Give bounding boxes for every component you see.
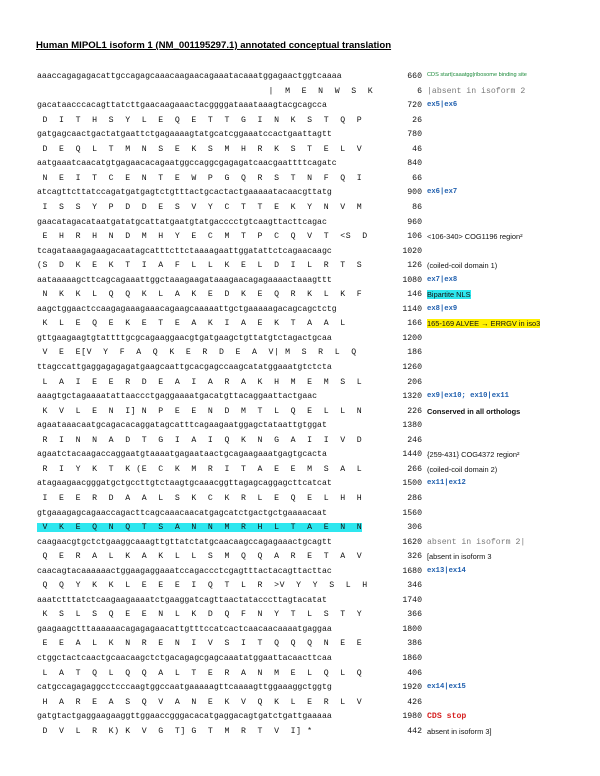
nucleotide-sequence: aatgaaatcaacatgtgagaacacagaatggccaggcgagagatcaacgaattttcagatc [37, 159, 337, 169]
annotation: ex11|ex12 [427, 479, 466, 488]
nucleotide-sequence: atcagttcttatccagatgatgagtctgtttactgcactactgaaaaatacaacgttatg [37, 188, 332, 198]
nucleotide-sequence: agaatctacaagaccaggaatgtaaaatgagaataactgcagaagaaatgagtgcacta [37, 450, 327, 460]
position-number: 780 [407, 130, 422, 140]
protein-sequence: L A T Q L Q Q A L T E R A N M E L Q L Q [37, 668, 363, 678]
protein-sequence: R I Y K T K (E C K M R I T A E E M S A L [37, 464, 363, 474]
position-number: 1080 [402, 275, 422, 285]
position-number: 386 [407, 639, 422, 649]
position-number: 6 [417, 86, 422, 96]
annotation: (coiled-coil domain 1) [427, 261, 498, 271]
protein-sequence: I S S Y P D D E S V Y C T T E K Y N V M [37, 202, 363, 212]
protein-sequence: D V L R K) K V G T] G T M R T V I] * [37, 726, 313, 736]
nucleotide-sequence: caacagtacaaaaaactggaagaggaaatccagaccctcgagtttactacagttacttac [37, 566, 332, 576]
position-number: 1860 [402, 654, 422, 663]
position-number: 46 [412, 144, 422, 154]
protein-sequence: H A R E A S Q V A N E K V Q K L E R L V [37, 697, 363, 707]
annotation: Conserved in all orthologs [427, 406, 521, 416]
annotation: [absent in isoform 3 [427, 552, 492, 562]
nucleotide-sequence: atagaagaacgggatgctgccttgtctaagtgcaaacggttagagcaggagcttcatcat [37, 479, 332, 489]
nucleotide-sequence: aagctggaactccaagagaaagaaacagaagcaaaaattgctgaaaaagacagcagctctg [37, 304, 337, 314]
protein-sequence: K S L S Q E E N L K D Q F N Y T L S T Y [37, 610, 363, 620]
nucleotide-sequence: ctggctactcaactgcaacaagctctgacagagcgagcaaatatggaattacaacttcaa [37, 654, 332, 663]
position-number: 1380 [402, 421, 422, 431]
protein-sequence: R I N N A D T G I A I Q K N G A I I V D [37, 435, 363, 445]
position-number: 426 [407, 697, 422, 707]
position-number: 86 [412, 202, 422, 212]
position-number: 286 [407, 493, 422, 503]
position-number: 1620 [402, 537, 422, 547]
position-number: 66 [412, 173, 422, 183]
protein-sequence: V K E Q N Q T S A N N M R H L T A E N N [37, 523, 363, 533]
annotation: (coiled-coil domain 2) [427, 464, 498, 474]
position-number: 1680 [402, 566, 422, 576]
nucleotide-sequence: aaagtgctagaaaatattaaccctgaggaaaatgacatgttacaggaattactgaac [37, 392, 318, 402]
annotation: ex6|ex7 [427, 188, 458, 197]
nucleotide-sequence: ttagccattgaggagagagatgaagcaattgcacgagccaagcatatggaaatgtctcta [37, 363, 332, 372]
annotation: ex7|ex8 [427, 275, 458, 284]
position-number: 206 [407, 377, 422, 387]
protein-sequence: | M E N W S K [37, 86, 374, 96]
position-number: 960 [407, 217, 422, 227]
position-number: 1500 [402, 479, 422, 489]
annotation: CDS start|caaatgg|ribosome binding site [427, 72, 527, 78]
protein-sequence: K L E Q E K E T E A K I A E K T A A L [37, 319, 346, 329]
protein-sequence: E H R H N D M H Y E C M T P C Q V T <S D [37, 232, 368, 242]
position-number: 1200 [402, 333, 422, 343]
position-number: 166 [407, 319, 422, 329]
position-number: 1140 [402, 304, 422, 314]
position-number: 1920 [402, 683, 422, 693]
position-number: 126 [407, 261, 422, 271]
annotation: ex14|ex15 [427, 683, 466, 692]
annotation: CDS stop [427, 712, 467, 722]
protein-sequence: (S D K E K T I A F L L K E L D I L R T S [37, 261, 363, 271]
annotation: Bipartite NLS [427, 290, 471, 300]
position-number: 840 [407, 159, 422, 169]
position-number: 146 [407, 290, 422, 300]
position-number: 346 [407, 581, 422, 591]
position-number: 1260 [402, 363, 422, 372]
nucleotide-sequence: gatgtactgaggaagaaggttggaaccgggacacatgaggacagtgatctgattgaaaaa [37, 712, 332, 722]
position-number: 1020 [402, 246, 422, 256]
position-number: 1560 [402, 508, 422, 518]
annotation: ex5|ex6 [427, 101, 458, 110]
annotation: ex9|ex10; ex10|ex11 [427, 392, 509, 401]
nucleotide-sequence: aaaccagagagacattgccagagcaaacaagaacagaaatacaaatggagaactggtcaaaa [37, 72, 342, 81]
document-title: Human MIPOL1 isoform 1 (NM_001195297.1) annotated conceptual translation [36, 40, 392, 51]
nucleotide-sequence: aaatctttatctcaagaagaaaatctgaaggatcagttaactatacccttagtacatat [37, 595, 327, 605]
position-number: 1980 [402, 712, 422, 722]
position-number: 106 [407, 232, 422, 242]
protein-sequence: D I T H S Y L E Q E T T G I N K S T Q P [37, 115, 363, 125]
position-number: 900 [407, 188, 422, 198]
position-number: 442 [407, 726, 422, 736]
position-number: 660 [407, 72, 422, 81]
nucleotide-sequence: gttgaagaagtgtattttgcgcagaaggaacgtgatgaagctgttatgtctagactgcaa [37, 333, 332, 343]
nucleotide-sequence: gaagaagctttaaaaaacagagagaacattgtttccatcactcaacaacaaaatgaggaa [37, 624, 332, 634]
position-number: 246 [407, 435, 422, 445]
position-number: 306 [407, 523, 422, 533]
annotation: absent in isoform 2| [427, 537, 526, 547]
protein-sequence: D E Q L T M N S E K S M H R K S T E L V [37, 144, 363, 154]
position-number: 1320 [402, 392, 422, 402]
annotation: {259-431} COG4372 region² [427, 450, 520, 460]
protein-sequence: I E E R D A A L S K C K R L E Q E L H H [37, 493, 363, 503]
nucleotide-sequence: catgccagagaggcctcccaagtggccaatgaaaaagttcaaaagttggaaaggctggtg [37, 683, 332, 693]
annotation: 165-169 ALVEE → ERRGV in iso3 [427, 319, 541, 329]
position-number: 266 [407, 464, 422, 474]
nucleotide-sequence: aataaaaagcttcagcagaaattggctaaagaagataaagaacagagaaaactaaagttt [37, 275, 332, 285]
position-number: 226 [407, 406, 422, 416]
nucleotide-sequence: gacataacccacagttatcttgaacaagaaactacggggataaataaagtacgcagcca [37, 101, 327, 111]
position-number: 1440 [402, 450, 422, 460]
position-number: 366 [407, 610, 422, 620]
nucleotide-sequence: gaacatagacataatgatatgcattatgaatgtatgacccctgtcaagttacttcagac [37, 217, 327, 227]
protein-sequence: Q E R A L K A K L L S M Q Q A R E T A V [37, 552, 363, 562]
position-number: 720 [407, 101, 422, 111]
annotation: absent in isoform 3] [427, 726, 492, 736]
protein-sequence: L A I E E R D E A I A R A K H M E M S L [37, 377, 363, 387]
position-number: 26 [412, 115, 422, 125]
position-number: 1800 [402, 624, 422, 634]
position-number: 406 [407, 668, 422, 678]
protein-sequence: Q Q Y K K L E E E I Q T L R >V Y Y S L H [37, 581, 368, 591]
protein-sequence: K V L E N I] N P E E N D M T L Q E L L N [37, 406, 363, 416]
position-number: 186 [407, 348, 422, 358]
position-number: 326 [407, 552, 422, 562]
nucleotide-sequence: caagaacgtgctctgaaggcaaagttgttatctatgcaacaagccagagaaactgcagtt [37, 537, 332, 547]
nucleotide-sequence: agaataaacaatgcagacacaggatagcatttcagaagaatggagctataattgtggat [37, 421, 327, 431]
protein-sequence: N E I T C E N T E W P G Q R S T N F Q I [37, 173, 363, 183]
nucleotide-sequence: gtgaaagagcagaaccagacttcagcaaacaacatgagcatctgactgctgaaaacaat [37, 508, 327, 518]
annotation: |absent in isoform 2 [427, 86, 526, 96]
annotation: <106-340> COG1196 region² [427, 232, 523, 242]
protein-sequence: E E A L K N R E N I V S I T Q Q Q N E E [37, 639, 363, 649]
position-number: 1740 [402, 595, 422, 605]
annotation: ex8|ex9 [427, 304, 458, 313]
nucleotide-sequence: gatgagcaactgactatgaattctgagaaaagtatgcatcggaaatccactgaattagtt [37, 130, 332, 140]
protein-sequence: N K K L Q Q K L A K E D K E Q R K L K F [37, 290, 363, 300]
protein-sequence: V E E[V Y F A Q K E R D E A V| M S R L Q [37, 348, 357, 358]
nucleotide-sequence: tcagataaagagaagacaatagcatttcttctaaaagaattggatattctcagaacaagc [37, 246, 332, 256]
annotation: ex13|ex14 [427, 566, 466, 575]
